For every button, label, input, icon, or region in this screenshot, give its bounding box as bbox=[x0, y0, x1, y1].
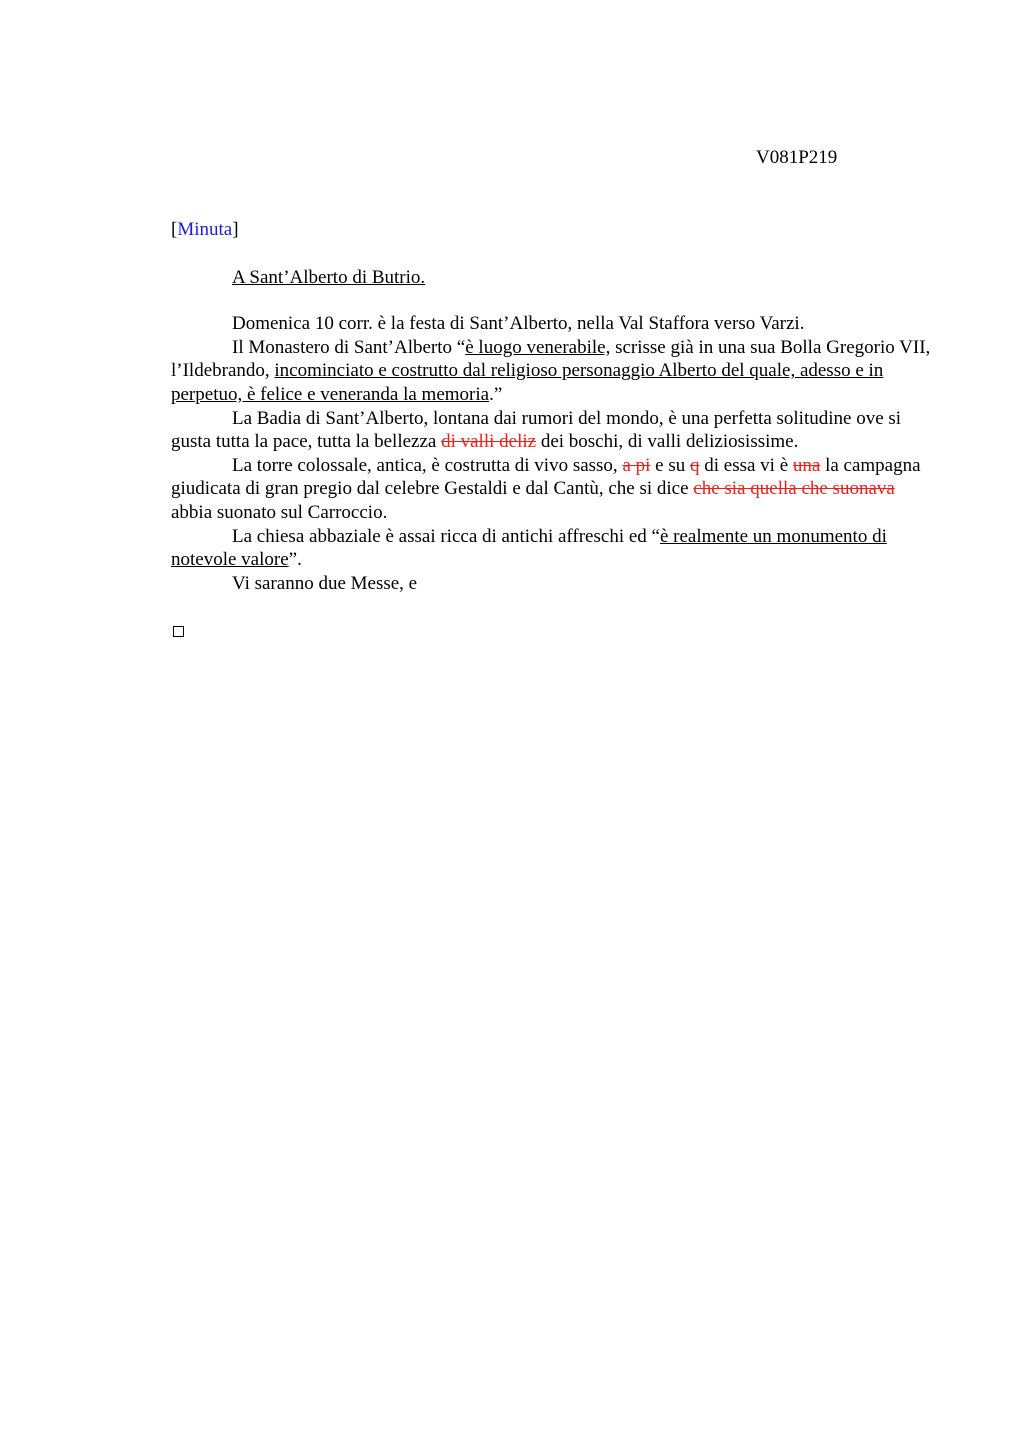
bracket-close: ] bbox=[232, 219, 239, 240]
paragraph-3 bbox=[171, 407, 931, 454]
paragraph-2 bbox=[171, 336, 931, 407]
p2-quote-1: è luogo venerabile, bbox=[465, 336, 611, 358]
p4-deletion-2: q bbox=[689, 454, 700, 476]
p2-quote-2: incominciato e costrutto dal religioso personaggio Alberto del quale, adesso e in perpetuo, è felice e veneranda la memoria bbox=[171, 360, 884, 405]
paragraph-6: Vi saranno due Messe, e bbox=[232, 572, 418, 594]
p4-text-d: la campagna giudicata di gran pregio dal celebre Gestaldi e dal Cantù, che si dice bbox=[171, 454, 921, 500]
p2-text-e: .” bbox=[489, 383, 503, 405]
page-id: V081P219 bbox=[756, 147, 838, 168]
document-title-text: A Sant’Alberto di Butrio. bbox=[232, 266, 426, 288]
p4-deletion-3: una bbox=[792, 454, 821, 476]
minuta-label bbox=[171, 218, 931, 242]
paragraph-1: Domenica 10 corr. è la festa di Sant’Alberto, nella Val Staffora verso Varzi. bbox=[232, 313, 805, 335]
p5-text-c: ”. bbox=[288, 549, 302, 571]
p4-text-c: di essa vi è bbox=[699, 454, 793, 476]
paragraph-4 bbox=[171, 454, 931, 525]
square-box-icon bbox=[173, 626, 184, 637]
document-body bbox=[171, 218, 931, 595]
p5-quote: è realmente un monumento di notevole valore bbox=[171, 525, 887, 571]
p4-deletion-1: a pi bbox=[622, 454, 651, 476]
p4-text-b: e su bbox=[650, 454, 690, 476]
document-title bbox=[171, 266, 931, 290]
p4-text-e: abbia suonato sul Carroccio. bbox=[171, 501, 388, 523]
p4-text-a: La torre colossale, antica, è costrutta di vivo sasso, bbox=[232, 454, 623, 476]
p2-text-a: Il Monastero di Sant’Alberto “ bbox=[232, 336, 466, 358]
minuta-word: Minuta bbox=[177, 219, 233, 240]
p4-deletion-4: che sia quella che suonava bbox=[693, 478, 895, 500]
paragraph-5 bbox=[171, 525, 931, 572]
p2-text-c: scrisse già in una sua Bolla Gregorio VII, l’Ildebrando, bbox=[171, 336, 931, 382]
p3-text-b: dei boschi, di valli deliziosissime. bbox=[536, 431, 799, 453]
p5-text-a: La chiesa abbaziale è assai ricca di antichi affreschi ed “ bbox=[232, 525, 660, 547]
p3-deletion-1: di valli deliz bbox=[441, 431, 537, 453]
p3-text-a: La Badia di Sant’Alberto, lontana dai rumori del mondo, è una perfetta solitudine ove si gusta tutta la pace, tutta la bellezza bbox=[171, 407, 902, 453]
bracket-open: [ bbox=[171, 219, 178, 240]
